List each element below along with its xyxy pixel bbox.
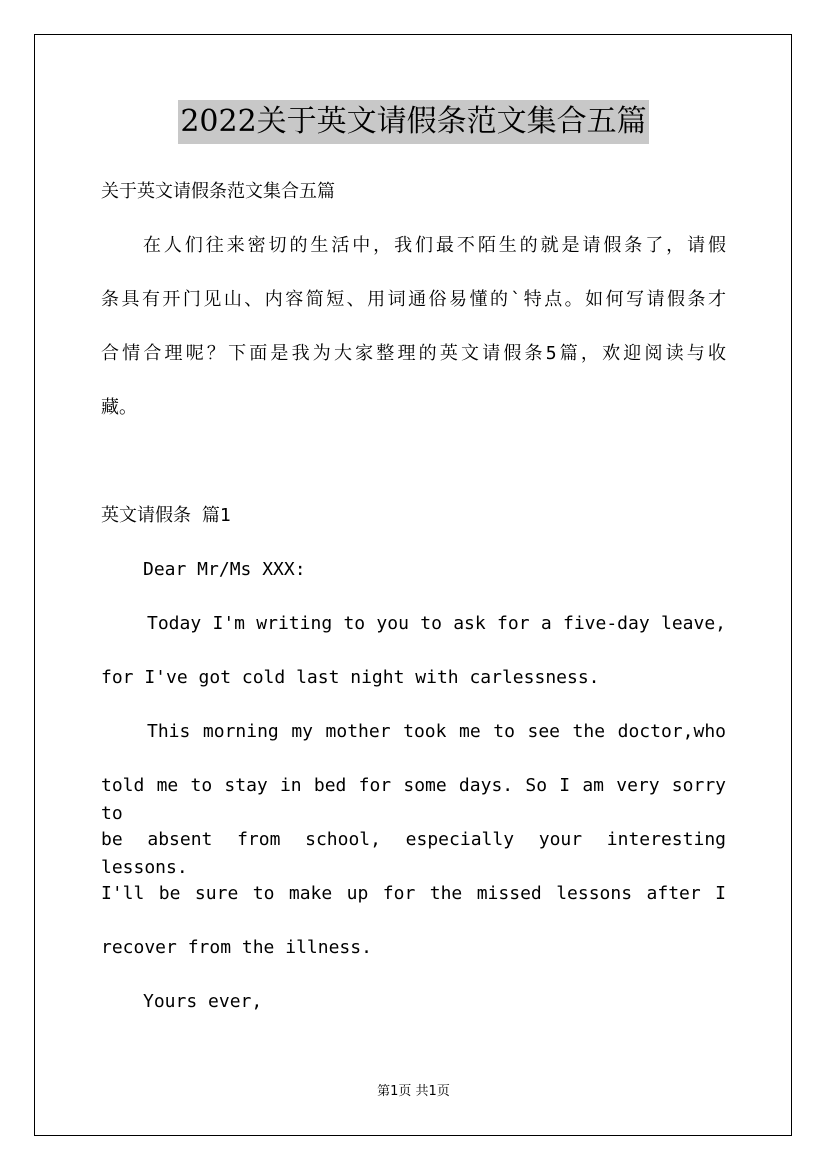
letter-line: recover from the illness. (101, 937, 372, 958)
page-number-label: 第1页 共1页 (377, 1084, 450, 1099)
letter-paragraph-1 (101, 610, 726, 718)
intro-line: 条具有开门见山、内容简短、用词通俗易懂的`特点。如何写请假条才 (101, 289, 726, 310)
salutation: Dear Mr/Ms XXX: (143, 559, 306, 580)
document-body (101, 178, 726, 1042)
letter-line: for I've got cold last night with carlessness. (101, 667, 600, 688)
spacer (101, 448, 726, 502)
letter-closing: Yours ever, (143, 991, 263, 1012)
letter-line: I'll be sure to make up for the missed lessons after I (101, 883, 726, 904)
intro-line: 合情合理呢？下面是我为大家整理的英文请假条5篇，欢迎阅读与收 (101, 343, 726, 364)
letter-line: told me to stay in bed for some days. So I am very sorry to (101, 775, 726, 824)
document-subtitle: 关于英文请假条范文集合五篇 (101, 181, 335, 202)
letter-line: This morning my mother took me to see the doctor,who (147, 721, 726, 742)
section-heading: 英文请假条 篇1 (101, 505, 231, 526)
document-title: 2022关于英文请假条范文集合五篇 (178, 100, 648, 144)
intro-line: 在人们往来密切的生活中，我们最不陌生的就是请假条了，请假 (143, 235, 726, 256)
intro-line: 藏。 (101, 397, 137, 418)
title-container (0, 100, 827, 144)
letter-line: Today I'm writing to you to ask for a five-day leave, (147, 613, 726, 634)
intro-paragraph (101, 232, 726, 448)
letter-paragraph-2 (101, 718, 726, 988)
page-footer (0, 1083, 827, 1101)
letter-line: be absent from school, especially your interesting lessons. (101, 829, 726, 878)
